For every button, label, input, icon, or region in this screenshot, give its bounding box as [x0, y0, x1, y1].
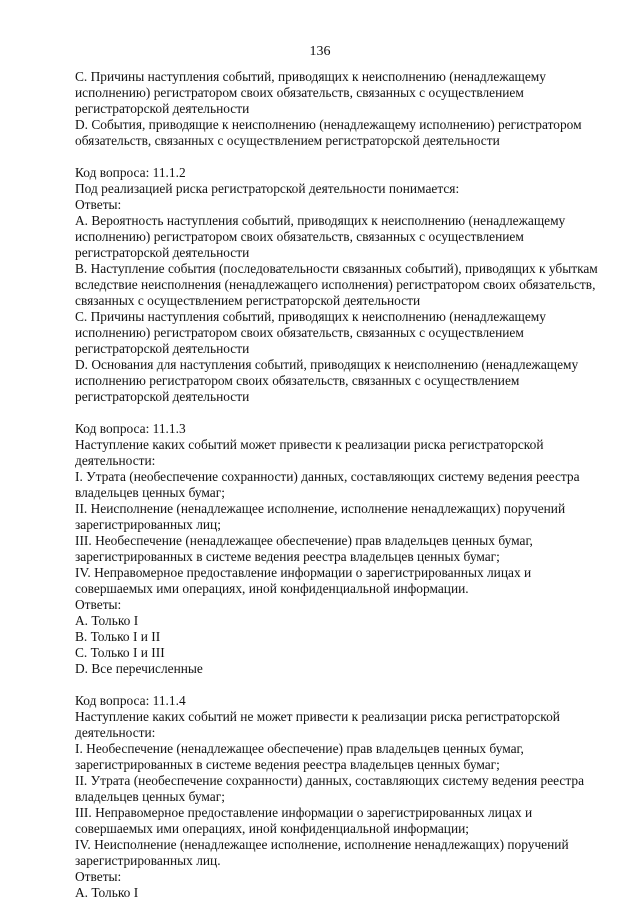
text-line: II. Утрата (необеспечение сохранности) данных, составляющих систему ведения реестра: [75, 773, 585, 788]
text-line: A. Вероятность наступления событий, приводящих к неисполнению (ненадлежащему: [75, 213, 566, 228]
text-line: I. Необеспечение (ненадлежащее обеспечение) прав владельцев ценных бумаг,: [75, 741, 524, 756]
text-line: Ответы:: [75, 597, 122, 612]
text-line: D. События, приводящие к неисполнению (ненадлежащему исполнению) регистратором: [75, 117, 582, 132]
text-line: B. Только I и II: [75, 629, 161, 644]
text-line: Наступление каких событий может привести к реализации риска регистраторской: [75, 437, 544, 452]
text-line: Наступление каких событий не может привести к реализации риска регистраторской: [75, 709, 560, 724]
text-line: регистраторской деятельности: [75, 341, 250, 356]
text-line: Код вопроса: 11.1.3: [75, 421, 186, 436]
text-line: D. Все перечисленные: [75, 661, 203, 676]
text-line: II. Неисполнение (ненадлежащее исполнение, исполнение ненадлежащих) поручений: [75, 501, 566, 516]
text-line: III. Необеспечение (ненадлежащее обеспечение) прав владельцев ценных бумаг,: [75, 533, 533, 548]
text-line: C. Причины наступления событий, приводящих к неисполнению (ненадлежащему: [75, 69, 546, 84]
paragraph-gap: [75, 677, 615, 693]
text-line: зарегистрированных в системе ведения реестра владельцев ценных бумаг;: [75, 549, 500, 564]
text-line: зарегистрированных лиц.: [75, 853, 221, 868]
paragraph-gap: [75, 149, 615, 165]
text-line: владельцев ценных бумаг;: [75, 485, 225, 500]
text-line: IV. Неисполнение (ненадлежащее исполнение, исполнение ненадлежащих) поручений: [75, 837, 569, 852]
text-line: зарегистрированных лиц;: [75, 517, 221, 532]
text-line: вследствие неисполнения (ненадлежащего исполнения) регистратором своих обязательств,: [75, 277, 596, 292]
text-line: A. Только I: [75, 885, 139, 900]
page-number: 136: [309, 44, 331, 59]
text-line: зарегистрированных в системе ведения реестра владельцев ценных бумаг;: [75, 757, 500, 772]
text-line: I. Утрата (необеспечение сохранности) данных, составляющих систему ведения реестра: [75, 469, 580, 484]
text-line: исполнению регистратором своих обязательств, связанных с осуществлением: [75, 373, 520, 388]
text-line: владельцев ценных бумаг;: [75, 789, 225, 804]
text-line: Под реализацией риска регистраторской деятельности понимается:: [75, 181, 460, 196]
text-line: регистраторской деятельности: [75, 245, 250, 260]
text-line: Ответы:: [75, 197, 122, 212]
text-line: B. Наступление события (последовательности связанных событий), приводящих к убыткам: [75, 261, 598, 276]
text-line: III. Неправомерное предоставление информации о зарегистрированных лицах и: [75, 805, 533, 820]
text-line: регистраторской деятельности: [75, 101, 250, 116]
text-line: исполнению) регистратором своих обязательств, связанных с осуществлением: [75, 229, 524, 244]
text-line: исполнению) регистратором своих обязательств, связанных с осуществлением: [75, 85, 524, 100]
text-line: деятельности:: [75, 453, 156, 468]
text-line: совершаемых ими операциях, иной конфиденциальной информации.: [75, 581, 469, 596]
text-line: связанных с осуществлением регистраторской деятельности: [75, 293, 421, 308]
text-line: обязательств, связанных с осуществлением регистраторской деятельности: [75, 133, 500, 148]
text-line: Код вопроса: 11.1.4: [75, 693, 186, 708]
text-line: A. Только I: [75, 613, 139, 628]
text-line: совершаемых ими операциях, иной конфиденциальной информации;: [75, 821, 470, 836]
text-line: исполнению) регистратором своих обязательств, связанных с осуществлением: [75, 325, 524, 340]
document-body: [75, 69, 615, 901]
text-line: деятельности:: [75, 725, 156, 740]
text-line: D. Основания для наступления событий, приводящих к неисполнению (ненадлежащему: [75, 357, 579, 372]
text-line: регистраторской деятельности: [75, 389, 250, 404]
text-line: C. Только I и III: [75, 645, 165, 660]
text-line: Код вопроса: 11.1.2: [75, 165, 186, 180]
text-line: Ответы:: [75, 869, 122, 884]
text-line: C. Причины наступления событий, приводящих к неисполнению (ненадлежащему: [75, 309, 546, 324]
paragraph-gap: [75, 405, 615, 421]
text-line: IV. Неправомерное предоставление информации о зарегистрированных лицах и: [75, 565, 532, 580]
